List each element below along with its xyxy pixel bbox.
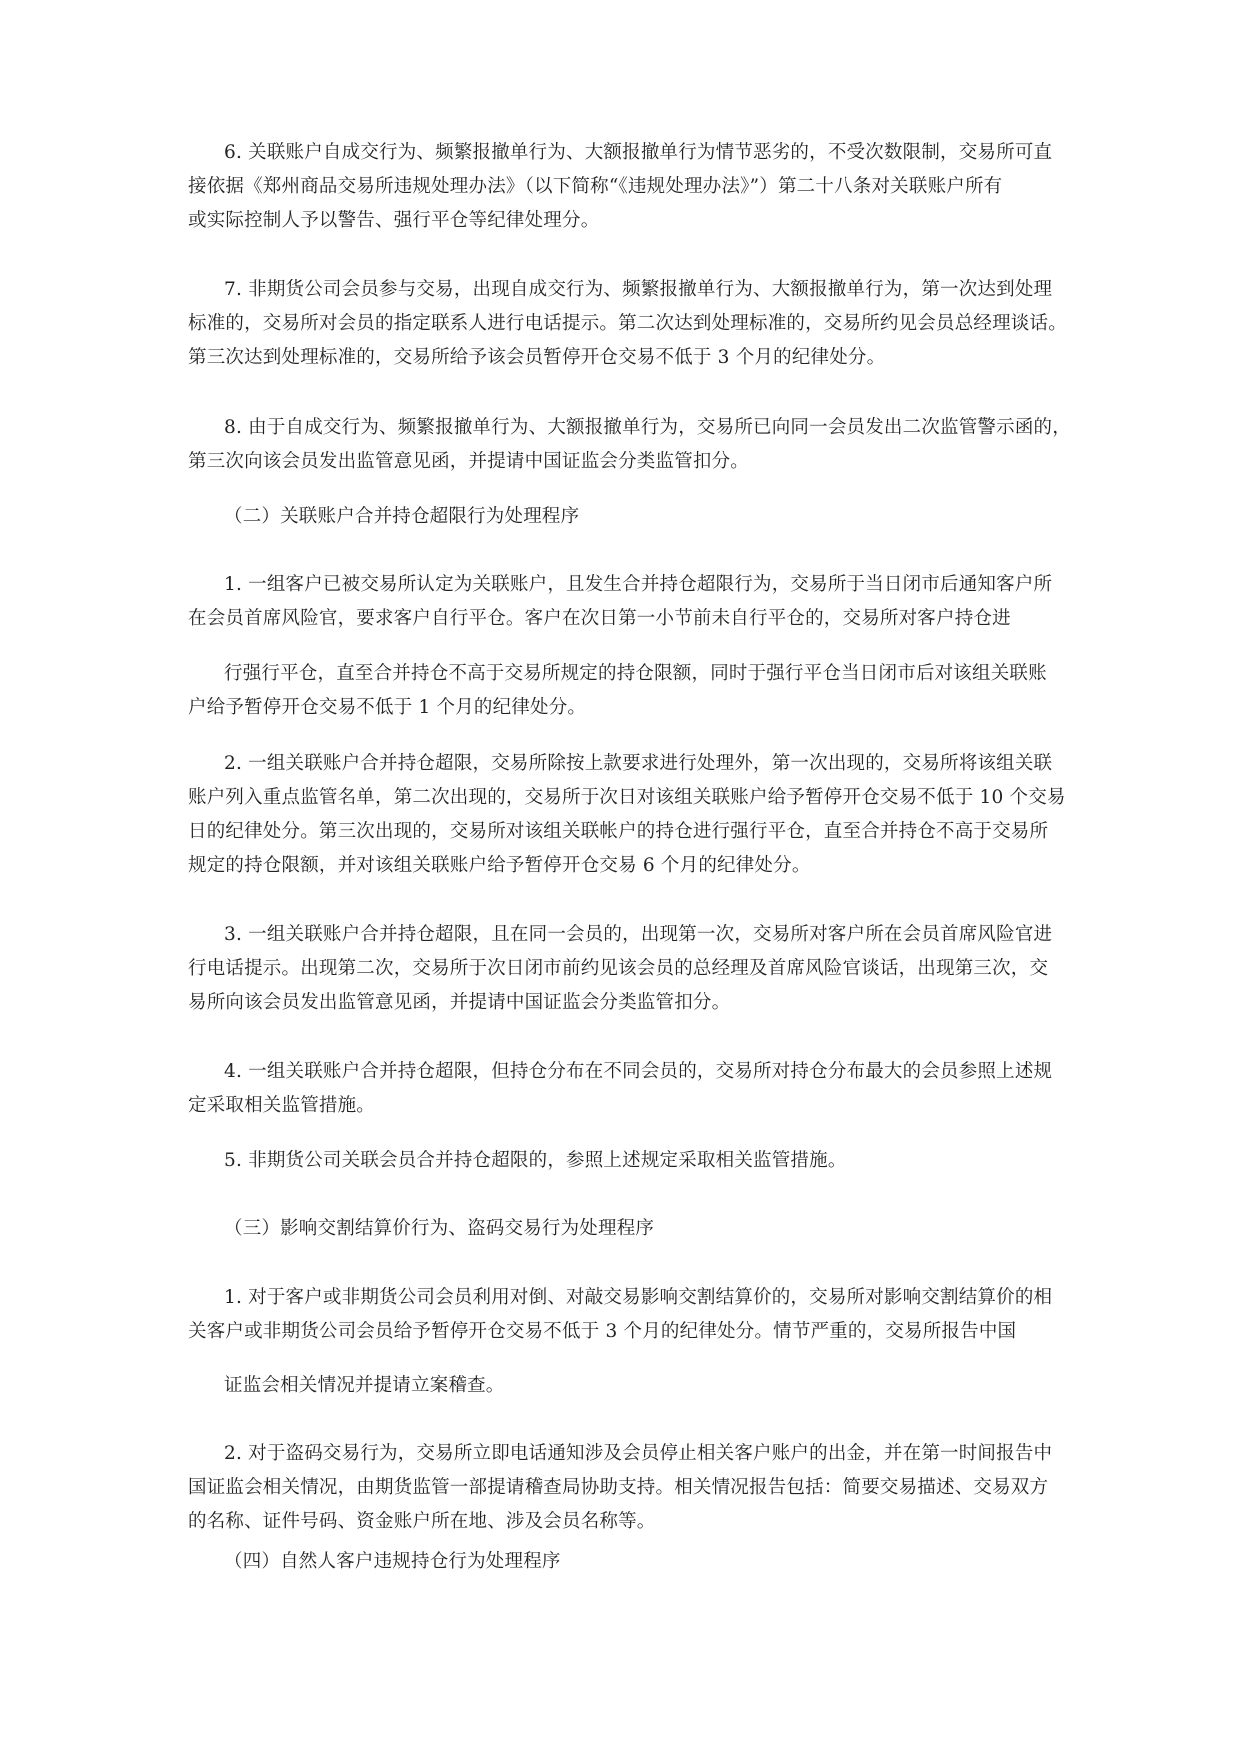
text-line: 接依据《郑州商品交易所违规处理办法》（以下简称“《违规处理办法》”）第二十八条对关联账户所有	[188, 176, 1003, 197]
text-line: 规定的持仓限额，并对该组关联账户给予暂停开仓交易 6 个月的纪律处分。	[188, 855, 811, 876]
section-heading-4	[224, 1545, 561, 1579]
paragraph-sec3-item-1a	[188, 1281, 1052, 1349]
text-line: 户给予暂停开仓交易不低于 1 个月的纪律处分。	[188, 697, 587, 718]
text-line: 证监会相关情况并提请立案稽查。	[224, 1375, 505, 1396]
text-line: 3. 一组关联账户合并持仓超限，且在同一会员的，出现第一次，交易所对客户所在会员首席风险官进	[224, 924, 1053, 945]
text-line: 1. 对于客户或非期货公司会员利用对倒、对敲交易影响交割结算价的，交易所对影响交割结算价的相	[224, 1287, 1053, 1308]
heading-text: （四）自然人客户违规持仓行为处理程序	[224, 1551, 561, 1572]
paragraph-sec3-item-1b	[224, 1369, 505, 1403]
text-line: 5. 非期货公司关联会员合并持仓超限的，参照上述规定采取相关监管措施。	[224, 1150, 847, 1171]
text-line: 定采取相关监管措施。	[188, 1095, 376, 1116]
text-line: 第三次达到处理标准的，交易所给予该会员暂停开仓交易不低于 3 个月的纪律处分。	[188, 347, 886, 368]
paragraph-sec2-item-1b	[188, 657, 1047, 725]
text-line: 易所向该会员发出监管意见函，并提请中国证监会分类监管扣分。	[188, 992, 731, 1013]
section-heading-3	[224, 1212, 654, 1246]
text-line: 7. 非期货公司会员参与交易，出现自成交行为、频繁报撤单行为、大额报撤单行为，第一次达到处理	[224, 279, 1053, 300]
text-line: 1. 一组客户已被交易所认定为关联账户，且发生合并持仓超限行为，交易所于当日闭市后通知客户所	[224, 574, 1053, 595]
text-line: 或实际控制人予以警告、强行平仓等纪律处理分。	[188, 210, 600, 231]
text-line: 国证监会相关情况，由期货监管一部提请稽查局协助支持。相关情况报告包括：简要交易描述、交易双方	[188, 1477, 1049, 1498]
text-line: 6. 关联账户自成交行为、频繁报撤单行为、大额报撤单行为情节恶劣的，不受次数限制，交易所可直	[224, 142, 1053, 163]
heading-text: （二）关联账户合并持仓超限行为处理程序	[224, 506, 580, 527]
heading-text: （三）影响交割结算价行为、盗码交易行为处理程序	[224, 1218, 655, 1239]
text-line: 第三次向该会员发出监管意见函，并提请中国证监会分类监管扣分。	[188, 451, 750, 472]
section-heading-2	[224, 500, 579, 534]
text-line: 2. 一组关联账户合并持仓超限，交易所除按上款要求进行处理外，第一次出现的，交易所将该组关联	[224, 753, 1053, 774]
text-line: 日的纪律处分。第三次出现的，交易所对该组关联帐户的持仓进行强行平仓，直至合并持仓不高于交易所	[188, 821, 1049, 842]
text-line: 关客户或非期货公司会员给予暂停开仓交易不低于 3 个月的纪律处分。情节严重的，交易所报告中国	[188, 1321, 1017, 1342]
text-line: 在会员首席风险官，要求客户自行平仓。客户在次日第一小节前未自行平仓的，交易所对客户持仓进	[188, 608, 1011, 629]
paragraph-sec3-item-2	[188, 1437, 1052, 1539]
text-line: 4. 一组关联账户合并持仓超限，但持仓分布在不同会员的，交易所对持仓分布最大的会员参照上述规	[224, 1061, 1053, 1082]
text-line: 行强行平仓，直至合并持仓不高于交易所规定的持仓限额，同时于强行平仓当日闭市后对该组关联账	[224, 663, 1047, 684]
paragraph-sec2-item-2	[188, 747, 1066, 883]
paragraph-sec2-item-3	[188, 918, 1052, 1020]
text-line: 的名称、证件号码、资金账户所在地、涉及会员名称等。	[188, 1511, 656, 1532]
paragraph-item-8	[188, 411, 1071, 479]
text-line: 8. 由于自成交行为、频繁报撤单行为、大额报撤单行为，交易所已向同一会员发出二次监管警示函的，	[224, 417, 1071, 438]
text-line: 标准的，交易所对会员的指定联系人进行电话提示。第二次达到处理标准的，交易所约见会员总经理谈话。	[188, 313, 1067, 334]
text-line: 2. 对于盗码交易行为，交易所立即电话通知涉及会员停止相关客户账户的出金，并在第一时间报告中	[224, 1443, 1053, 1464]
paragraph-sec2-item-1a	[188, 568, 1052, 636]
paragraph-item-7	[188, 273, 1067, 375]
paragraph-sec2-item-5	[224, 1144, 847, 1178]
text-line: 账户列入重点监管名单，第二次出现的，交易所于次日对该组关联账户给予暂停开仓交易不低于 10 个交易	[188, 787, 1066, 808]
paragraph-sec2-item-4	[188, 1055, 1052, 1123]
text-line: 行电话提示。出现第二次，交易所于次日闭市前约见该会员的总经理及首席风险官谈话，出现第三次，交	[188, 958, 1049, 979]
paragraph-item-6	[188, 136, 1052, 238]
